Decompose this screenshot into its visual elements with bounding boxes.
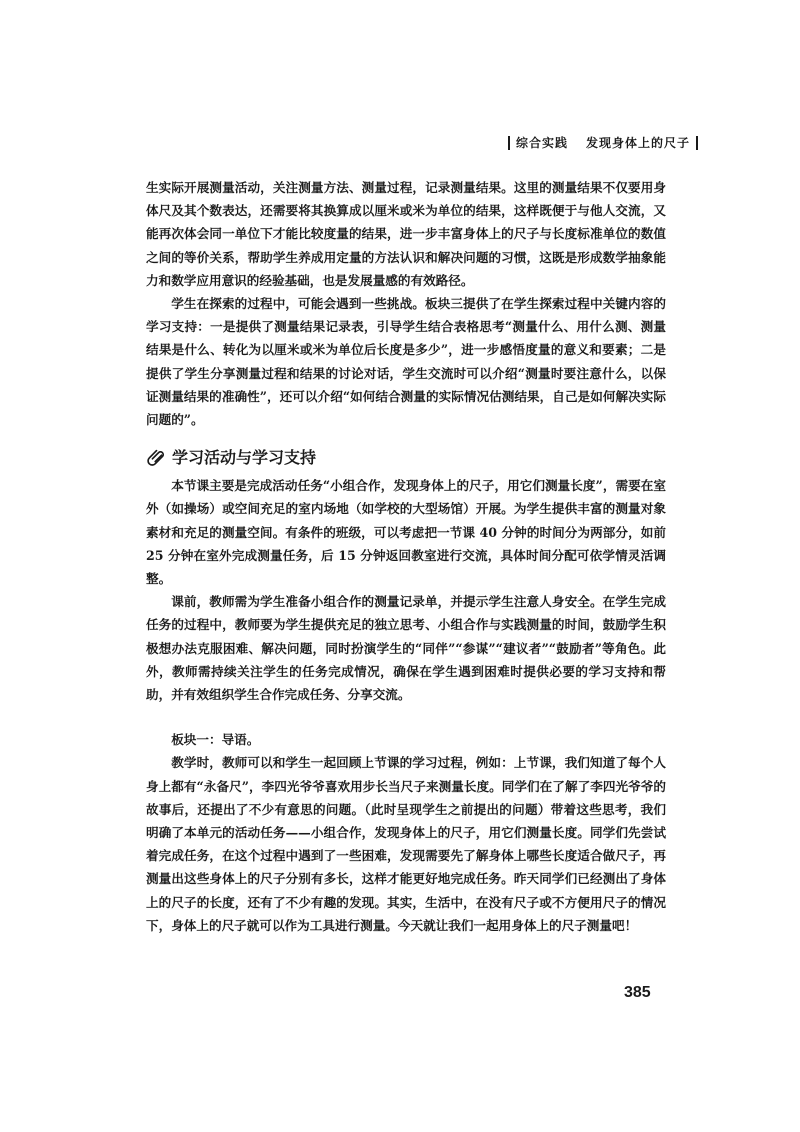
paragraph-before-class: 课前，教师需为学生准备小组合作的测量记录单，并提示学生注意人身安全。在学生完成任务的过程中，教师要为学生提供充足的独立思考、小组合作与实践测量的时间，鼓励学生积极想办法克服困难、解决问题，同时扮演学生的“同伴”“参谋”“建议者”“鼓励者”等角色。此外，教师需持续关注学生的任务完成情况，确保在学生遇到困难时提供必要的学习支持和帮助，并有效组织学生合作完成任务、分享交流。: [146, 594, 666, 703]
running-header: [508, 134, 698, 151]
paragraph-challenges: 学生在探索的过程中，可能会遇到一些挑战。板块三提供了在学生探索过程中关键内容的学习支持：一是提供了测量结果记录表，引导学生结合表格思考“测量什么、用什么测、测量结果是什么、转化为以厘米或米为单位后长度是多少”，进一步感悟度量的意义和要素；二是提供了学生分享测量过程和结果的讨论对话，学生交流时可以介绍“测量时要注意什么，以保证测量结果的准确性”，还可以介绍“如何结合测量的实际情况估测结果，自己是如何解决实际问题的”。: [146, 296, 666, 428]
header-divider-right: [696, 136, 698, 150]
paragraph-continued: 生实际开展测量活动，关注测量方法、测量过程，记录测量结果。这里的测量结果不仅要用身体尺及其个数表达，还需要将其换算成以厘米或米为单位的结果，这样既便于与他人交流，又能再次体会同一单位下才能比较度量的结果，进一步丰富身体上的尺子与长度标准单位的数值之间的等价关系，帮助学生养成用定量的方法认识和解决问题的习惯，这既是形成数学抽象能力和数学应用意识的经验基础，也是发展量感的有效路径。: [146, 180, 666, 288]
page-number: 385: [624, 984, 651, 1001]
paperclip-icon: [146, 446, 168, 468]
header-section: 综合实践: [515, 136, 568, 150]
paragraph-block-one: 教学时，教师可以和学生一起回顾上节课的学习过程，例如：上节课，我们知道了每个人身上都有“永备尺”，李四光爷爷喜欢用步长当尺子来测量长度。同学们在了解了李四光爷爷的故事后，还提出了不少有意思的问题。（此时呈现学生之前提出的问题）带着这些思考，我们明确了本单元的活动任务——小组合作，发现身体上的尺子，用它们测量长度。同学们先尝试着完成任务，在这个过程中遇到了一些困难，发现需要先了解身体上哪些长度适合做尺子，再测量出这些身体上的尺子分别有多长，这样才能更好地完成任务。昨天同学们已经测出了身体上的尺子的长度，还有了不少有趣的发现。其实，生活中，在没有尺子或不方便用尺子的情况下，身体上的尺子就可以作为工具进行测量。今天就让我们一起用身体上的尺子测量吧！: [146, 755, 666, 933]
section-heading: [146, 445, 666, 468]
paragraph-main-task: 本节课主要是完成活动任务“小组合作，发现身体上的尺子，用它们测量长度”，需要在室外（如操场）或空间充足的室内场地（如学校的大型场馆）开展。为学生提供丰富的测量对象素材和充足的测量空间。有条件的班级，可以考虑把一节课 40 分钟的时间分为两部分，如前 25 分钟在室外完成测量任务，后 15 分钟返回教室进行交流，具体时间分配可依学情灵活调整。: [146, 478, 666, 587]
header-divider-left: [508, 136, 510, 150]
block-title: 板块一：导语。: [171, 732, 260, 748]
page-body: [146, 176, 666, 937]
section-heading-text: 学习活动与学习支持: [172, 448, 317, 468]
header-title: 发现身体上的尺子: [585, 136, 690, 150]
